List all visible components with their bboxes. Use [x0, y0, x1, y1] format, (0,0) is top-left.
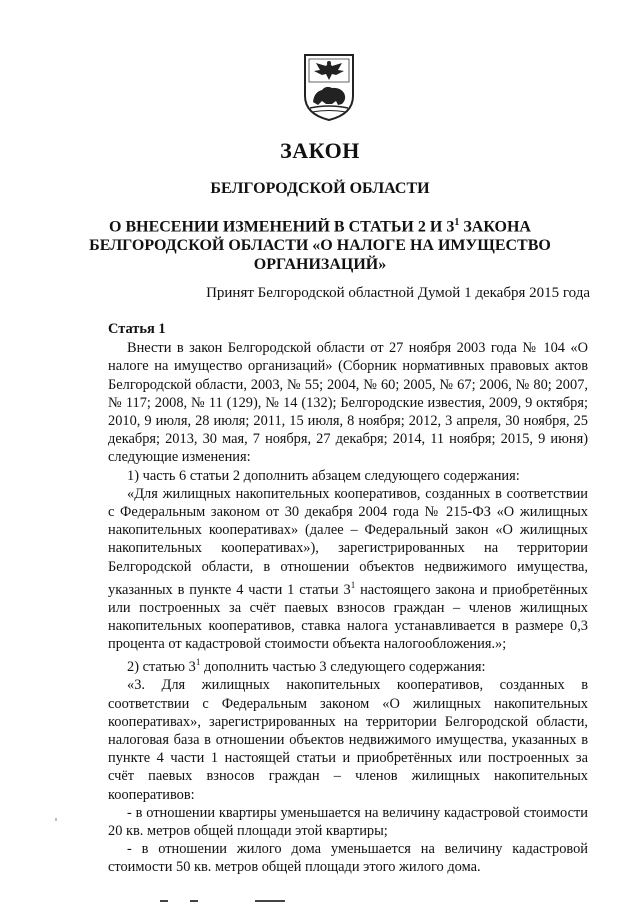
subject-line-1: О ВНЕСЕНИИ ИЗМЕНЕНИЙ В СТАТЬИ 2 И 3 [109, 218, 455, 236]
paragraph [108, 653, 588, 676]
scan-artifact [55, 818, 57, 821]
document-subject [0, 213, 640, 274]
subject-line-2: БЕЛГОРОДСКОЙ ОБЛАСТИ «О НАЛОГЕ НА ИМУЩЕСТВО [89, 237, 551, 255]
accepted-by: Принят Белгородской областной Думой 1 декабря 2015 года [206, 285, 590, 301]
paragraph: - в отношении квартиры уменьшается на величину кадастровой стоимости 20 кв. метров общей площади этой квартиры; [108, 804, 588, 840]
paragraph [108, 485, 588, 654]
paragraph-text: 2) статью 3 [127, 659, 196, 676]
superscript: 1 [350, 579, 356, 590]
paragraph: «3. Для жилищных накопительных кооперативов, созданных в соответствии с Федеральным законом «О жилищных накопительных кооперативах», зарегистрированных на территории Белгородской области, налоговая база в отношении объектов недвижимого имущества, указанных в пункте 4 части 1 настоящей статьи и приобретённых или построенных за счёт паевых взносов граждан – членов жилищных накопительных кооперативов: [108, 677, 588, 803]
subject-line-1-end: ЗАКОНА [459, 218, 531, 236]
subject-superscript: 1 [454, 217, 460, 228]
scan-artifact [160, 900, 460, 904]
superscript: 1 [195, 657, 201, 668]
paragraph-text: дополнить частью 3 следующего содержания: [200, 659, 486, 676]
document-title: ЗАКОН [280, 138, 360, 163]
paragraph: 1) часть 6 статьи 2 дополнить абзацем следующего содержания: [127, 467, 520, 484]
paragraph-text: «Для жилищных накопительных кооперативов, созданных в соответствии с Федеральным законом от 30 декабря 2004 года № 215-ФЗ «О жилищных накопительных кооперативах» (далее – Федеральный закон «О жилищных накопительных кооперативах»), зарегистрированных на территории Белгородской области, в отношении объектов недвижимого имущества, указанных в пункте 4 части 1 статьи 3 [108, 485, 588, 598]
article-heading: Статья 1 [108, 321, 166, 337]
subject-line-3: ОРГАНИЗАЦИЙ» [253, 256, 387, 274]
paragraph: Внести в закон Белгородской области от 27 ноября 2003 года № 104 «О налоге на имущество организаций» (Сборник нормативных правовых актов Белгородской области, 2003, № 55; 2004, № 60; 2005, № 67; 2006, № 80; 2007, № 117; 2008, № 11 (129), № 14 (132); Белгородские известия, 2009, 9 октября; 2010, 9 июля, 28 июля; 2011, 15 июля, 8 ноября; 2012, 3 апреля, 30 ноября, 25 декабря; 2013, 30 мая, 7 ноября, 27 декабря; 2014, 11 ноября; 2015, 9 июня) следующие изменения: [108, 340, 588, 466]
paragraph: - в отношении жилого дома уменьшается на величину кадастровой стоимости 50 кв. метров общей площади этого жилого дома. [108, 841, 588, 876]
coat-of-arms-icon [302, 52, 356, 122]
paragraph-text: настоящего закона и приобретённых или построенных за счёт паевых взносов граждан – членов жилищных накопительных кооперативов, ставка налога устанавливается в размере 0,3 процента от кадастровой стоимости объекта налогообложения.»; [108, 581, 589, 653]
document-body [108, 320, 588, 877]
document-region: БЕЛГОРОДСКОЙ ОБЛАСТИ [210, 180, 430, 197]
